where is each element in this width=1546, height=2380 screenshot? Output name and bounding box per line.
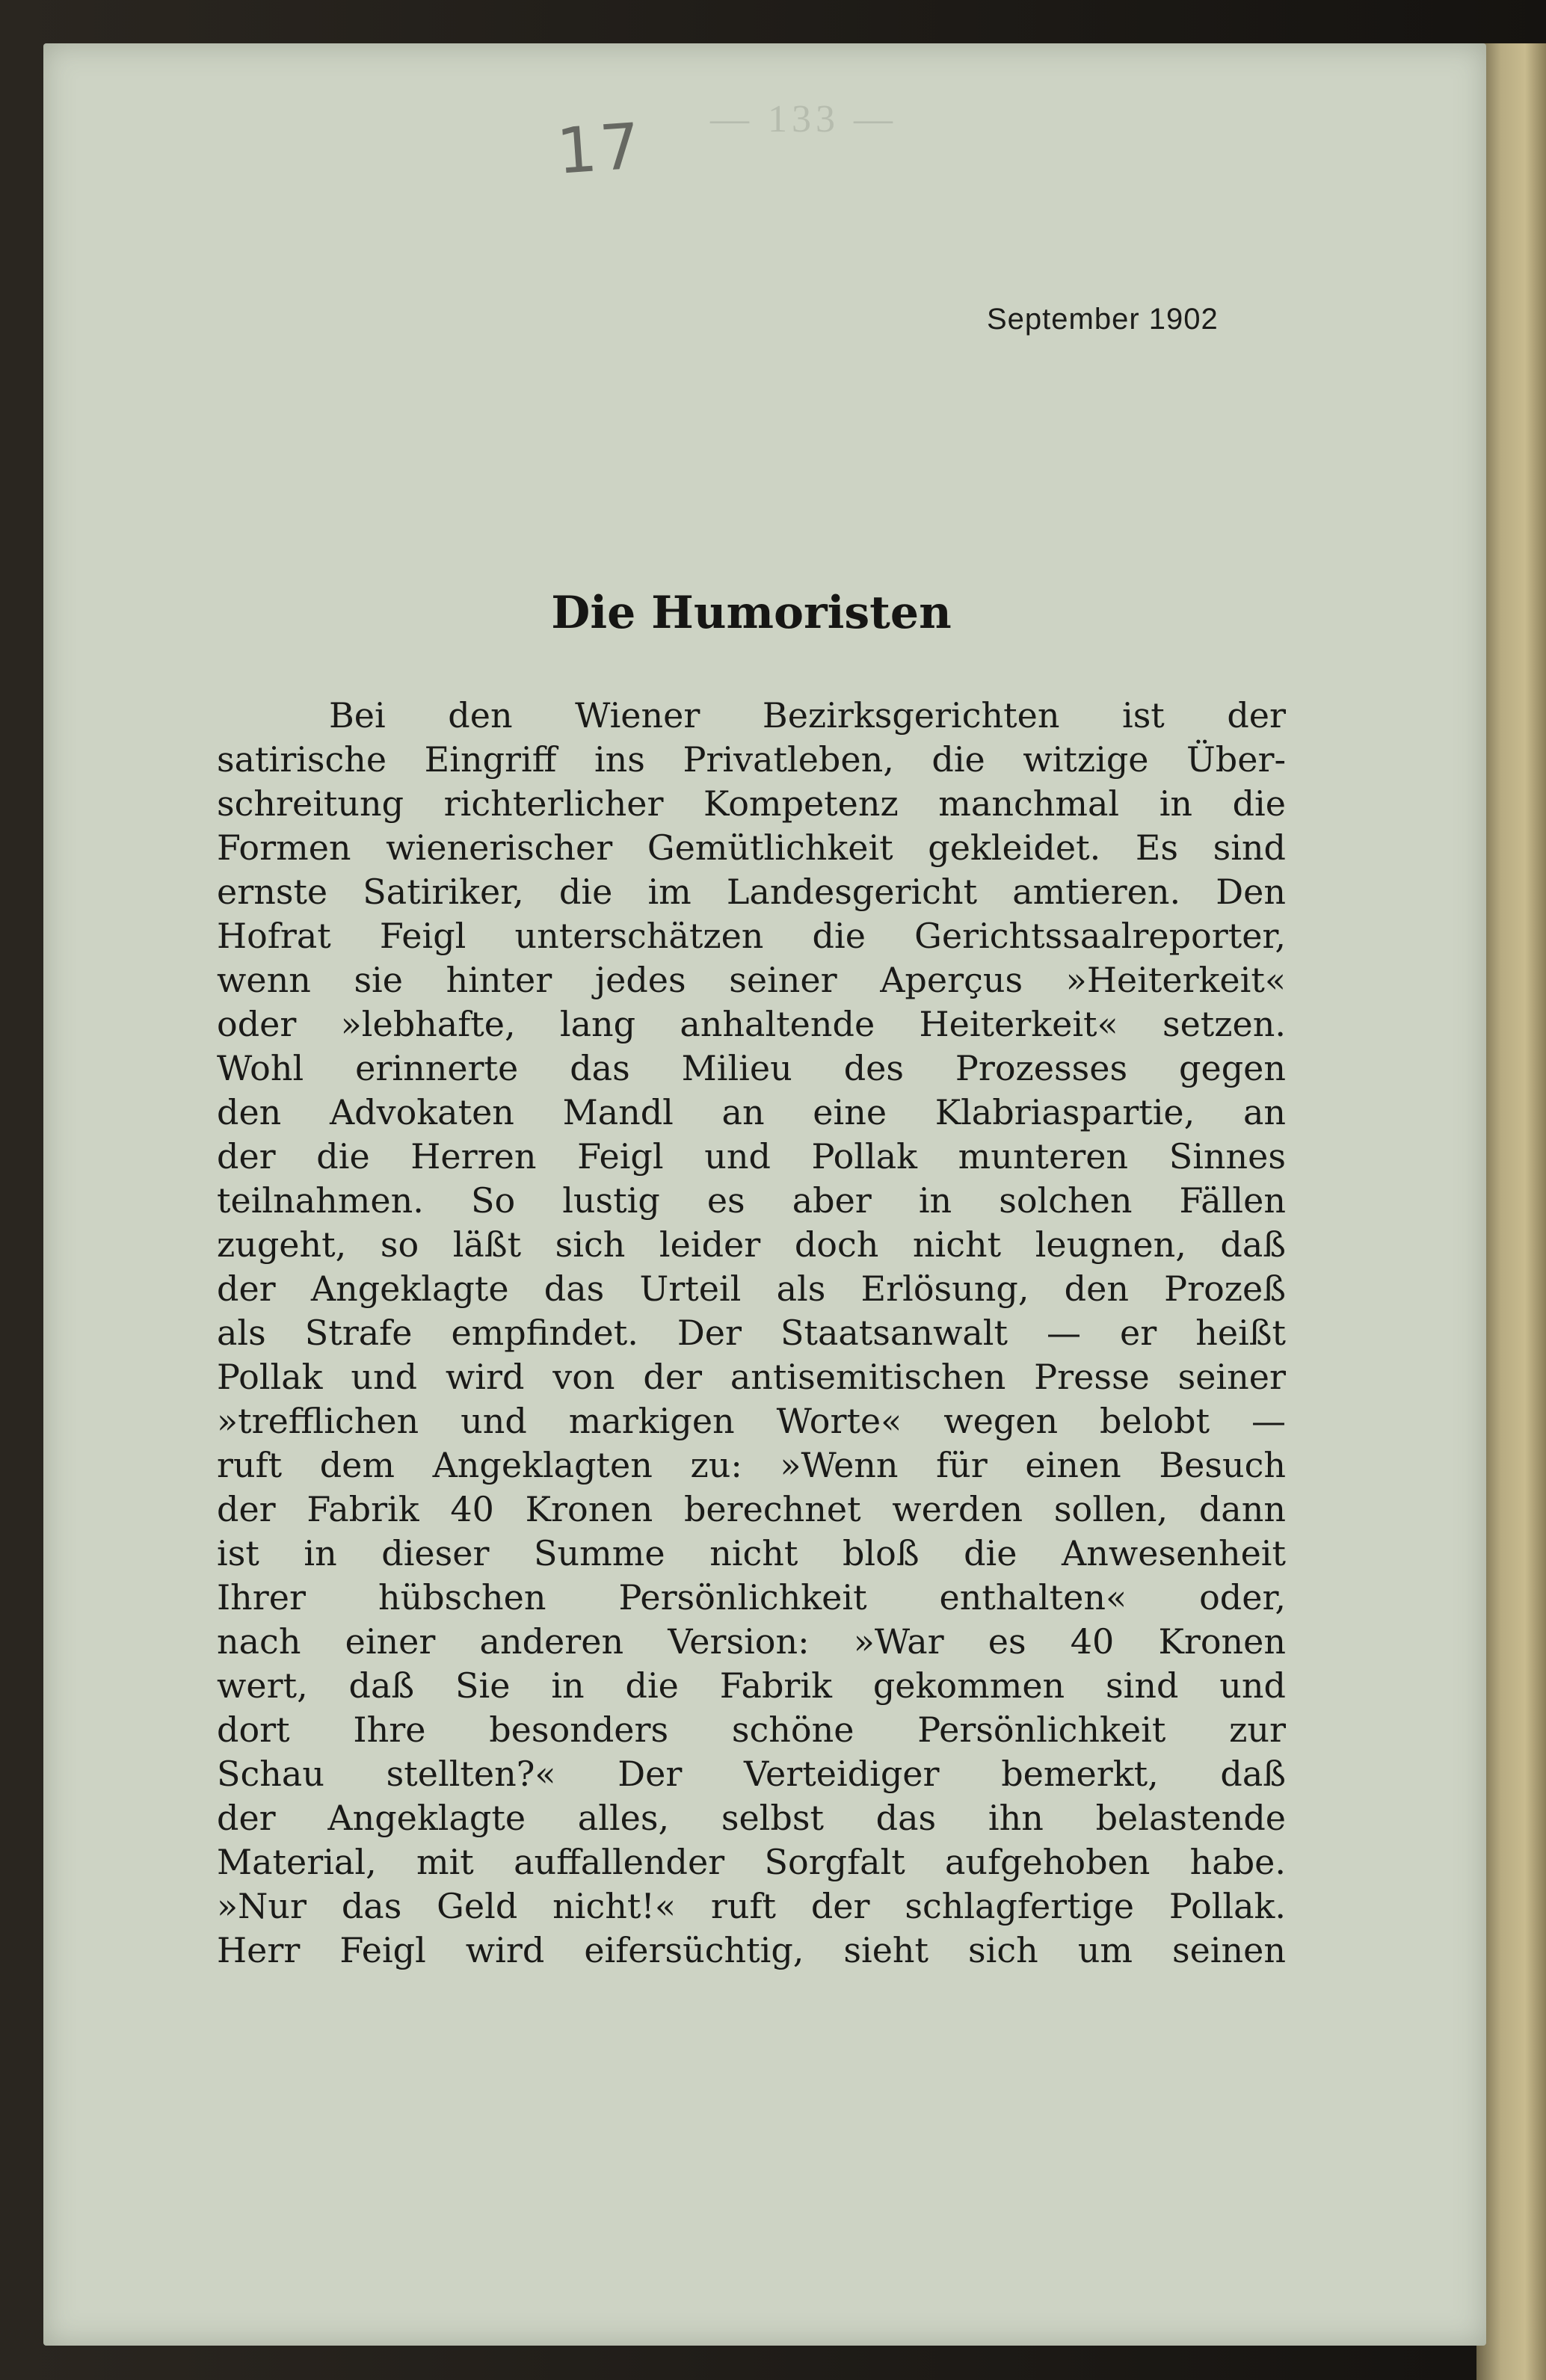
text-line: Ihrer hübschen Persönlichkeit enthalten« oder, — [217, 1577, 1286, 1618]
date-line: September 1902 — [987, 303, 1219, 336]
text-line: Formen wienerischer Gemütlichkeit gekleidet. Es sind — [217, 827, 1286, 868]
text-line: Herr Feigl wird eifersüchtig, sieht sich um seinen — [217, 1930, 1286, 1970]
text-line: der Fabrik 40 Kronen berechnet werden sollen, dann — [217, 1489, 1286, 1529]
article-body — [217, 694, 1286, 1973]
text-line: Schau stellten?« Der Verteidiger bemerkt, daß — [217, 1754, 1286, 1794]
text-line: schreitung richterlicher Kompetenz manchmal in die — [217, 783, 1286, 824]
text-line: oder »lebhafte, lang anhaltende Heiterkeit« setzen. — [217, 1004, 1286, 1044]
text-line: der Angeklagte alles, selbst das ihn belastende — [217, 1798, 1286, 1838]
article-title: Die Humoristen — [551, 587, 952, 639]
text-line: Hofrat Feigl unterschätzen die Gerichtssaalreporter, — [217, 916, 1286, 956]
text-line: ernste Satiriker, die im Landesgericht amtieren. Den — [217, 872, 1286, 912]
text-line: wert, daß Sie in die Fabrik gekommen sind und — [217, 1665, 1286, 1706]
text-line: satirische Eingriff ins Privatleben, die witzige Über- — [217, 739, 1286, 780]
text-line: Wohl erinnerte das Milieu des Prozesses gegen — [217, 1048, 1286, 1088]
text-line: teilnahmen. So lustig es aber in solchen Fällen — [217, 1180, 1286, 1221]
text-line: der die Herren Feigl und Pollak munteren Sinnes — [217, 1136, 1286, 1177]
pencil-page-number: 17 — [554, 109, 646, 188]
text-line: Bei den Wiener Bezirksgerichten ist der — [329, 695, 1286, 736]
text-line: Pollak und wird von der antisemitischen Presse seiner — [217, 1357, 1286, 1397]
next-page-edge — [1476, 43, 1546, 2380]
text-line: ruft dem Angeklagten zu: »Wenn für einen Besuch — [217, 1445, 1286, 1485]
text-line: zugeht, so läßt sich leider doch nicht leugnen, daß — [217, 1224, 1286, 1265]
text-line: als Strafe empfindet. Der Staatsanwalt — er heißt — [217, 1313, 1286, 1353]
text-line: wenn sie hinter jedes seiner Aperçus »Heiterkeit« — [217, 960, 1286, 1000]
text-line: nach einer anderen Version: »War es 40 Kronen — [217, 1621, 1286, 1662]
faded-printed-folio: — 133 — — [710, 98, 897, 141]
text-line: »trefflichen und markigen Worte« wegen belobt — — [217, 1401, 1286, 1441]
text-line: den Advokaten Mandl an eine Klabriaspartie, an — [217, 1092, 1286, 1132]
text-line: ist in dieser Summe nicht bloß die Anwesenheit — [217, 1533, 1286, 1573]
text-line: Material, mit auffallender Sorgfalt aufgehoben habe. — [217, 1842, 1286, 1882]
text-line: der Angeklagte das Urteil als Erlösung, den Prozeß — [217, 1268, 1286, 1309]
text-line: dort Ihre besonders schöne Persönlichkeit zur — [217, 1710, 1286, 1750]
text-line: »Nur das Geld nicht!« ruft der schlagfertige Pollak. — [217, 1886, 1286, 1926]
